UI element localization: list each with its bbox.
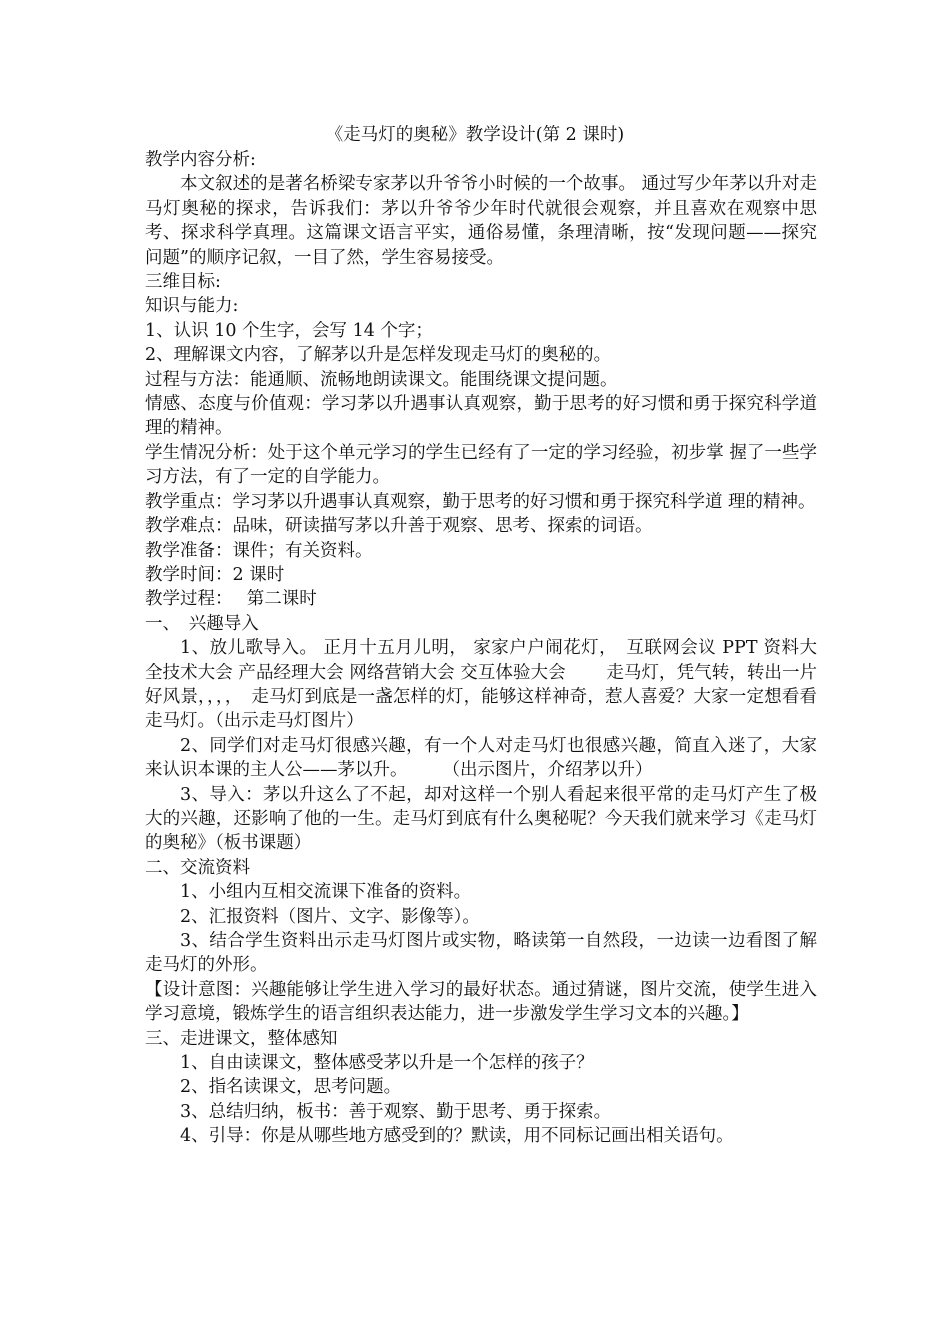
paragraph: 3、结合学生资料出示走马灯图片或实物，略读第一自然段，一边读一边看图了解走马灯的外形。 [145, 931, 817, 976]
paragraph: 3、导入：茅以升这么了不起，却对这样一个别人看起来很平常的走马灯产生了极大的兴趣，还影响了他的一生。走马灯到底有什么奥秘呢？今天我们就来学习《走马灯的奥秘》（板书课题） [145, 784, 817, 854]
paragraph: 2、同学们对走马灯很感兴趣，有一个人对走马灯也很感兴趣，简直入迷了，大家来认识本课的主人公——茅以升。 （出示图片，介绍茅以升） [145, 735, 817, 781]
paragraph: 教学重点：学习茅以升遇事认真观察，勤于思考的好习惯和勇于探究科学道 理的精神。 [145, 491, 816, 512]
paragraph: 1、自由读课文，整体感受茅以升是一个怎样的孩子？ [180, 1053, 594, 1074]
paragraph: 二、交流资料 [145, 857, 250, 878]
paragraph: 情感、态度与价值观：学习茅以升遇事认真观察，勤于思考的好习惯和勇于探究科学道理的精神。 [145, 394, 817, 439]
paragraph: 知识与能力: [145, 296, 239, 317]
paragraph: 三、走进课文，整体感知 [145, 1028, 338, 1049]
paragraph: 1、认识 10 个生字，会写 14 个字； [145, 320, 433, 341]
paragraph: 教学难点：品味，研读描写茅以升善于观察、思考、探索的词语。 [145, 516, 653, 537]
paragraph: 一、 兴趣导入 [145, 613, 259, 634]
paragraph: 【设计意图：兴趣能够让学生进入学习的最好状态。通过猜谜，图片交流，使学生进入学习意境，锻炼学生的语言组织表达能力，进一步激发学生学习文本的兴趣。】 [145, 979, 817, 1025]
paragraph: 1、放儿歌导入。 正月十五月儿明， 家家户户闹花灯， 互联网会议 PPT 资料大全技术大会 产品经理大会 网络营销大会 交互体验大会 走马灯，凭气转，转出一片好风景，，，， 走马灯到底是一盏怎样的灯，能够这样神奇，惹人喜爱？大家一定想看看走马灯。（出示走马灯图片） [145, 638, 817, 732]
paragraph: 三维目标: [145, 272, 221, 293]
paragraph: 2、指名读课文，思考问题。 [180, 1077, 402, 1098]
paragraph: 教学准备：课件；有关资料。 [145, 540, 373, 561]
paragraph: 过程与方法：能通顺、流畅地朗读课文。能围绕课文提问题。 [145, 369, 618, 390]
paragraph: 3、总结归纳，板书：善于观察、勤于思考、勇于探索。 [180, 1101, 612, 1122]
paragraph: 教学内容分析: [145, 150, 256, 170]
paragraph: 2、汇报资料（图片、文字、影像等）。 [180, 906, 480, 927]
paragraph: 学生情况分析：处于这个单元学习的学生已经有了一定的学习经验，初步掌 握了一些学习方法，有了一定的自学能力。 [145, 442, 817, 488]
paragraph: 教学过程： 第二课时 [145, 589, 317, 610]
document-body [145, 148, 817, 1149]
paragraph: 本文叙述的是著名桥梁专家茅以升爷爷小时候的一个故事。 通过写少年茅以升对走马灯奥秘的探求，告诉我们：茅以升爷爷少年时代就很会观察，并且喜欢在观察中思考、探求科学真理。这篇课文语言平实，通俗易懂，条理清晰，按“发现问题——探究问题”的顺序记叙，一目了然，学生容易接受。 [145, 174, 817, 268]
paragraph: 教学时间：2 课时 [145, 564, 285, 585]
paragraph: 2、理解课文内容，了解茅以升是怎样发现走马灯的奥秘的。 [145, 345, 612, 366]
paragraph: 1、小组内互相交流课下准备的资料。 [180, 882, 472, 903]
paragraph: 4、引导：你是从哪些地方感受到的？默读，用不同标记画出相关语句。 [180, 1126, 734, 1147]
document-title: 《走马灯的奥秘》教学设计(第 2 课时) [325, 125, 625, 145]
